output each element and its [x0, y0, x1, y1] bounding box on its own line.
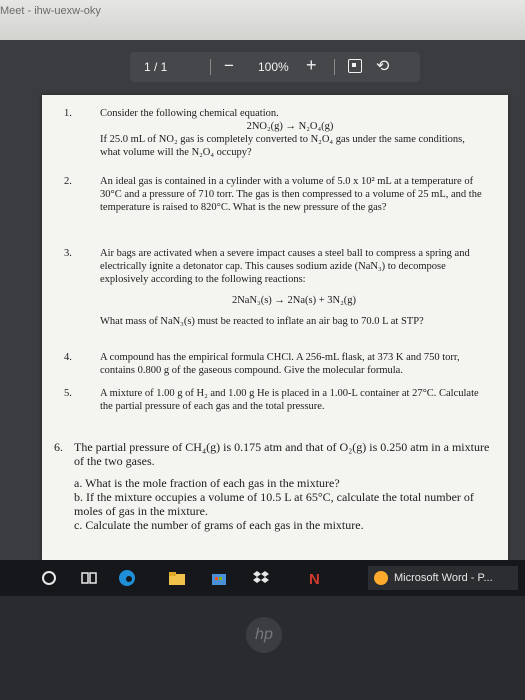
question-part-b: b. If the mixture occupies a volume of 10.5 L at 65°C, calculate the total number of moles of gas in the mixture.: [74, 490, 474, 518]
question-part-a: a. What is the mole fraction of each gas in the mixture?: [74, 476, 340, 490]
question-part-c: c. Calculate the number of grams of each gas in the mixture.: [74, 518, 364, 532]
onenote-icon[interactable]: [306, 569, 324, 587]
question-text: A mixture of 1.00 g of H₂ and 1.00 g He is placed in a 1.00-L container at 27°C. Calculate the partial pressure of each gas and the total pressure.: [100, 388, 479, 412]
start-icon[interactable]: [40, 569, 58, 587]
question-text: An ideal gas is contained in a cylinder with a volume of 5.0 x 10² mL at a temperature of 30°C and a pressure of 710 torr. The gas is then compressed to a volume of 25 mL, and the temperature is raised to 820°C. What is the new pressure of the gas?: [100, 176, 482, 213]
zoom-in-button[interactable]: +: [306, 55, 317, 75]
browser-top-strip: [0, 0, 525, 40]
toolbar-divider: [210, 59, 211, 75]
dropbox-icon[interactable]: [252, 569, 270, 587]
question-number: 1.: [64, 108, 72, 119]
app-icon: [374, 571, 388, 585]
file-explorer-icon[interactable]: [168, 569, 186, 587]
question-5: [64, 387, 490, 413]
question-number: 6.: [54, 440, 63, 454]
question-text: What mass of NaN₃(s) must be reacted to inflate an air bag to 70.0 L at STP?: [100, 316, 424, 327]
taskbar-active-app[interactable]: [368, 566, 518, 590]
question-text: Air bags are activated when a severe impact causes a steel ball to compress a spring and electrically ignite a detonator cap. This causes sodium azide (NaN₃) to decompose explosively according to the following reactions:: [100, 248, 470, 285]
rotate-icon[interactable]: ⟲: [376, 58, 390, 75]
hp-logo: hp: [246, 617, 282, 653]
page-indicator: 1 / 1: [144, 60, 168, 74]
question-number: 4.: [64, 352, 72, 363]
question-number: 5.: [64, 388, 72, 399]
tab-title[interactable]: Meet - ihw-uexw-oky: [0, 5, 101, 17]
store-icon[interactable]: [210, 569, 228, 587]
question-2: [64, 175, 485, 214]
task-view-icon[interactable]: [80, 569, 98, 587]
question-text: The partial pressure of CH₄(g) is 0.175 atm and that of O₂(g) is 0.250 atm in a mixture of the two gases.: [74, 440, 490, 468]
pdf-page: [42, 95, 508, 560]
taskbar: [0, 560, 525, 596]
toolbar-divider: [334, 59, 335, 75]
question-text: A compound has the empirical formula CHCl. A 256-mL flask, at 373 K and 750 torr, contains 0.800 g of the gaseous compound. Give the molecular formula.: [100, 352, 460, 376]
zoom-level: 100%: [258, 60, 289, 74]
edge-icon[interactable]: [118, 569, 136, 587]
fit-page-icon[interactable]: [348, 59, 362, 73]
pdf-toolbar: [130, 52, 420, 82]
question-3: [64, 247, 488, 328]
active-app-label: Microsoft Word - P...: [394, 572, 493, 584]
chemical-equation: 2NO₂(g) → N₂O₄(g): [246, 121, 334, 132]
zoom-out-button[interactable]: −: [224, 56, 234, 75]
question-4: [64, 351, 490, 377]
question-6: [54, 440, 496, 532]
question-text: Consider the following chemical equation.: [100, 108, 279, 119]
question-1: [64, 107, 480, 159]
chemical-equation: 2NaN₃(s) → 2Na(s) + 3N₂(g): [231, 295, 357, 306]
svg-text:N: N: [309, 571, 320, 587]
question-text: If 25.0 mL of NO₂ gas is completely converted to N₂O₄ gas under the same conditions, what volume will the N₂O₄ occupy?: [100, 134, 465, 158]
question-number: 3.: [64, 248, 72, 259]
question-number: 2.: [64, 176, 72, 187]
